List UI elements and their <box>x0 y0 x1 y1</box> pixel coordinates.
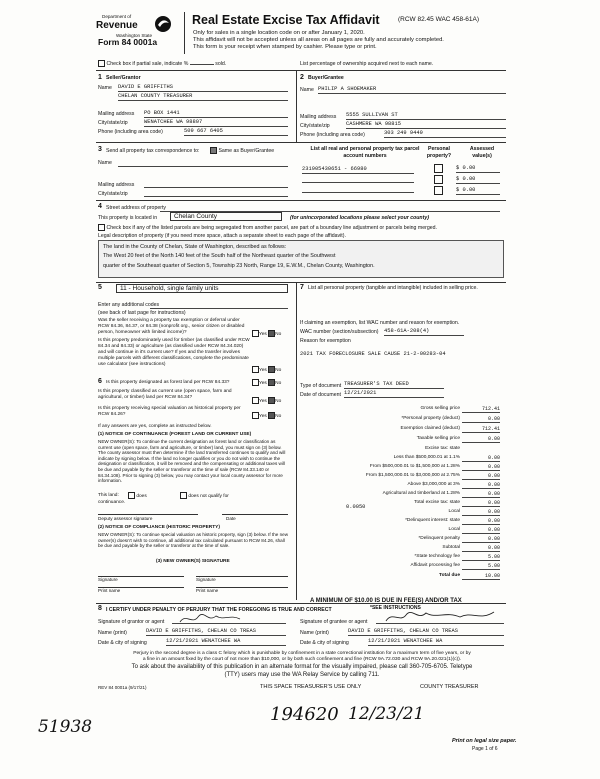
calc-value[interactable]: 0.00 <box>462 464 500 471</box>
calc-row <box>298 563 500 570</box>
use-code-select[interactable]: 11 - Household, single family units <box>116 284 288 293</box>
page-title: Real Estate Excise Tax Affidavit <box>192 13 380 27</box>
calc-row <box>298 536 500 543</box>
calc-value[interactable]: 0.00 <box>462 500 500 507</box>
calc-value[interactable]: 10.00 <box>462 573 500 580</box>
corr-mail-field[interactable] <box>144 181 288 188</box>
calc-value[interactable]: 0.00 <box>462 536 500 543</box>
personal-property-checkbox-3[interactable] <box>434 186 443 195</box>
calc-label: Total due <box>439 573 460 578</box>
calc-label: Local <box>448 509 460 514</box>
state-label: Washington State <box>116 33 153 38</box>
calc-value[interactable]: 0.00 <box>462 482 500 489</box>
parcel-row-3[interactable] <box>302 186 414 193</box>
calc-label: Agricultural and timberland at 1.28% <box>382 491 460 496</box>
calc-value[interactable]: 0.00 <box>462 436 500 443</box>
grantee-name-field[interactable]: DAVID E GRIFFITHS, CHELAN CO TREAS <box>348 628 504 636</box>
grantor-name-field[interactable]: DAVID E GRIFFITHS, CHELAN CO TREAS <box>146 628 286 636</box>
revenue-label: Revenue <box>96 20 138 31</box>
minimum-due: A MINIMUM OF $10.00 IS DUE IN FEE(S) AND/OR TAX <box>310 598 462 604</box>
wac-number-field[interactable]: 458-61A-208(4) <box>384 328 464 336</box>
dept-label: Department of <box>102 14 132 19</box>
exemption-reason-field[interactable]: 2021 TAX FORECLOSURE SALE CAUSE 21-2-00283-04 <box>300 351 446 357</box>
grantor-signature[interactable] <box>172 613 286 624</box>
parcel-row-1[interactable]: 231905430651 - 66980 <box>302 166 414 174</box>
calc-label: Gross selling price <box>420 406 460 411</box>
assessed-value-2[interactable]: $ 0.00 <box>456 176 500 184</box>
calc-row <box>298 406 500 413</box>
personal-property-checkbox-2[interactable] <box>434 175 443 184</box>
calc-row <box>298 491 500 498</box>
buyer-city-field[interactable]: CASHMERE WA 98815 <box>346 121 506 129</box>
certify-statement: I CERTIFY UNDER PENALTY OF PERJURY THAT THE FOREGOING IS TRUE AND CORRECT <box>106 607 332 613</box>
seller-heading: Seller/Grantor <box>106 75 141 81</box>
perjury-notice: Perjury in the second degree is a class C felony which is punishable by confinement in a state correctional institution for a maximum term of five years, or by a fine in an amount fixed by the court of not more than $10,000, or by both such confinement and fine (RCW 9A.72.030 and RCW 9A.20.021(1)(c)). <box>133 651 471 663</box>
seller-phone-field[interactable]: 509 667 6405 <box>184 128 288 136</box>
seller-name-field[interactable]: DAVID E GRIFFITHS <box>118 84 288 92</box>
calc-value[interactable]: 0.00 <box>462 455 500 462</box>
calc-row <box>298 518 500 525</box>
buyer-mail-field[interactable]: 5555 SULLIVAN ST <box>346 112 506 120</box>
parcel-header: List all real and personal property tax parcel account numbers <box>310 146 420 159</box>
personal-property-checkbox-1[interactable] <box>434 164 443 173</box>
buyer-name-field[interactable]: PHILIP A SHOEMAKER <box>318 86 506 94</box>
seller-city-field[interactable]: WENATCHEE WA 98807 <box>144 119 288 127</box>
calc-row <box>298 436 500 443</box>
calc-label: Exemption claimed (deduct) <box>400 426 460 431</box>
calc-value[interactable]: 712.41 <box>462 406 500 413</box>
grantor-date-field[interactable]: 12/21/2021 WENATCHEE WA <box>166 638 286 646</box>
calc-label: Local <box>448 527 460 532</box>
same-as-buyer-checkbox[interactable] <box>210 147 217 154</box>
calc-row <box>298 455 500 462</box>
calc-value[interactable]: 0.00 <box>462 518 500 525</box>
grantee-date-field[interactable]: 12/21/2021 WENATCHEE WA <box>368 638 504 646</box>
ownership-note: List percentage of ownership acquired next to each name. <box>300 61 434 67</box>
calc-row <box>298 509 500 516</box>
document-date-field[interactable]: 12/21/2021 <box>344 390 444 398</box>
local-rate: 0.0050 <box>346 504 366 510</box>
calc-label: Total excise tax: state <box>414 500 460 505</box>
handwritten-number: 51938 <box>38 717 93 737</box>
continuance-notice: NEW OWNER(S): To continue the current designation as forest land or classification as current use (open space, farm and agriculture, or timber) land, you must sign on (3) below. The county assessor must then determine if the land transferred continues to qualify and will indicate by signing below. If the land no longer qualifies or you do not wish to continue the designation or classification, it will be removed and the compensating or additional taxes will be due and payable by the seller or transferor at the time of sale (RCW 84.33.140 or 84.34.108). Prior to signing (3) below, you may contact your local county assessor for more information. <box>98 439 286 484</box>
seller-mail-field[interactable]: PO BOX 1441 <box>144 110 288 118</box>
buyer-heading: Buyer/Grantee <box>308 75 344 81</box>
partial-sale-row: Check box if partial sale, indicate % sold. <box>98 60 226 67</box>
calc-label: From $1,500,000.01 to $3,000,000 at 2.75% <box>365 473 460 478</box>
calc-label: *State technology fee <box>414 554 460 559</box>
document-type-field[interactable]: TREASURER'S TAX DEED <box>344 381 444 389</box>
segregation-checkbox[interactable] <box>98 224 105 231</box>
calc-value[interactable]: 0.00 <box>462 509 500 516</box>
calc-row <box>298 527 500 534</box>
calc-row <box>298 473 500 480</box>
does-not-qualify-checkbox[interactable] <box>180 492 187 499</box>
calc-label: Less than $500,000.01 at 1.1% <box>393 455 460 460</box>
assessed-value-3[interactable]: $ 0.00 <box>456 187 500 195</box>
calc-row <box>298 482 500 489</box>
calc-value[interactable]: 712.41 <box>462 426 500 433</box>
calc-row <box>298 545 500 552</box>
calc-value[interactable]: 0.00 <box>462 416 500 423</box>
calc-label: Affidavit processing fee <box>410 563 460 568</box>
revenue-swirl-icon <box>154 15 172 33</box>
legal-description-box[interactable]: The land in the County of Chelan, State of Washington, described as follows: The West 20 feet of the North 140 feet of the South half of the Northeast quarter of the Southwest quarter of the Southeast quarter of Section 5, Township 23 North, Range 19, E.W.M., Chelan County, Washington. <box>98 240 504 278</box>
buyer-phone-field[interactable]: 303 249 9449 <box>384 130 506 138</box>
corr-city-field[interactable] <box>144 190 288 197</box>
handwritten-receipt-number: 194620 <box>270 704 339 725</box>
form-number: Form 84 0001a <box>98 37 158 47</box>
note-1: Only for sales in a single location code on or after January 1, 2020. <box>193 30 365 36</box>
handwritten-date: 12/23/21 <box>348 704 425 724</box>
calc-row <box>298 500 500 507</box>
calc-label: From $500,000.01 to $1,500,000 at 1.28% <box>369 464 460 469</box>
calc-row <box>298 554 500 561</box>
county-select[interactable]: Chelan County <box>170 212 282 221</box>
calc-value[interactable]: 0.00 <box>462 545 500 552</box>
seller-name2-field[interactable]: CHELAN COUNTY TREASURER <box>118 93 288 101</box>
note-2: This affidavit will not be accepted unless all areas on all pages are fully and accurately completed. <box>193 37 444 43</box>
calc-row <box>298 426 500 433</box>
calc-row <box>298 416 500 423</box>
calc-label: *Delinquent interest: state <box>405 518 460 523</box>
assessed-value-1[interactable]: $ 0.00 <box>456 165 500 173</box>
corr-name-field[interactable] <box>118 160 288 167</box>
additional-codes-field[interactable] <box>150 302 288 309</box>
calc-value[interactable]: 5.00 <box>462 563 500 570</box>
calc-label: Taxable selling price <box>416 436 460 441</box>
partial-sale-label: Check box if partial sale, indicate % <box>106 60 189 67</box>
calc-value[interactable]: 0.00 <box>462 527 500 534</box>
accessibility-notice: To ask about the availability of this publication in an alternate format for the visually impaired, please call 360-705-6705. Teletype (TTY) users may use the WA Relay Service by calling 711. <box>131 664 473 678</box>
calc-label: Subtotal <box>442 545 460 550</box>
calc-row <box>298 446 500 453</box>
calc-label: Excise tax: state <box>425 446 460 451</box>
calc-value[interactable]: 5.00 <box>462 554 500 561</box>
street-address-field[interactable] <box>160 205 500 212</box>
calc-value[interactable]: 0.00 <box>462 491 500 498</box>
partial-sale-checkbox[interactable] <box>98 60 105 67</box>
calc-label: *Personal property (deduct) <box>401 416 460 421</box>
note-3: This form is your receipt when stamped by cashier. Please type or print. <box>193 44 377 50</box>
rcw-citation: (RCW 82.45 WAC 458-61A) <box>398 16 480 23</box>
does-qualify-checkbox[interactable] <box>128 492 135 499</box>
calc-value[interactable]: 0.00 <box>462 473 500 480</box>
parcel-row-2[interactable] <box>302 176 414 183</box>
calc-row <box>298 573 500 580</box>
calc-row <box>298 464 500 471</box>
calc-label: *Delinquent penalty <box>418 536 460 541</box>
calc-label: Above $3,000,000 at 3% <box>407 482 460 487</box>
grantee-signature[interactable] <box>376 609 504 624</box>
